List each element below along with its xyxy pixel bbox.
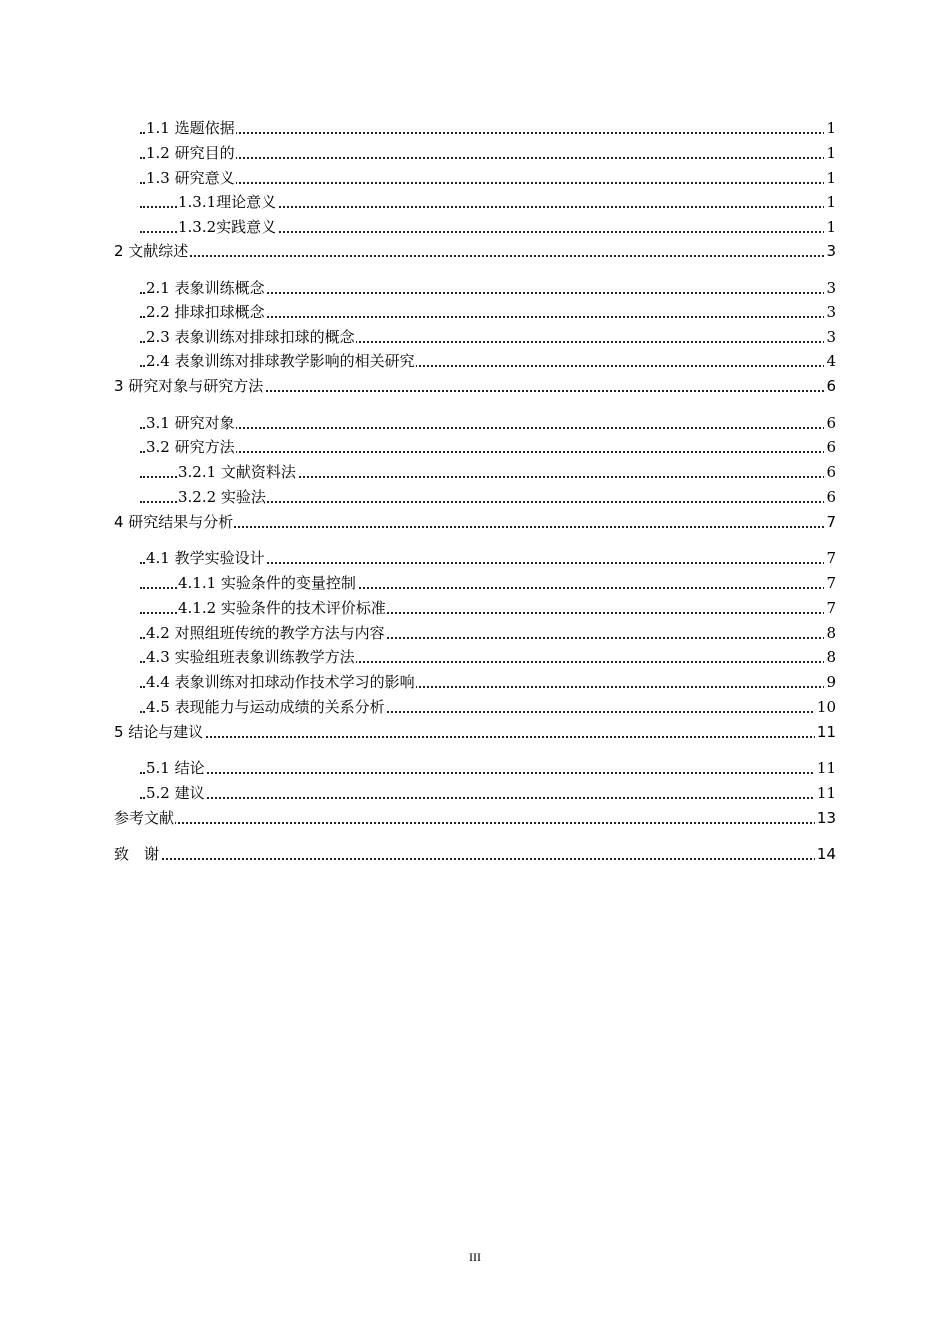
toc-entry-label: 4.1.2 实验条件的技术评价标准	[178, 599, 386, 617]
toc-entry-label: 3.2.2 实验法	[178, 488, 266, 506]
toc-entry-page: 6	[826, 438, 836, 456]
toc-entry-1-3-2[interactable]	[0, 216, 950, 238]
toc-entry-label: 2.4 表象训练对排球教学影响的相关研究	[146, 352, 415, 370]
toc-entry-label: 致 谢	[114, 845, 160, 863]
dot-leader	[140, 157, 832, 159]
toc-entry-page: 3	[826, 303, 836, 321]
toc-entry-1-1[interactable]	[0, 117, 950, 139]
toc-entry-references[interactable]	[0, 807, 950, 829]
toc-entry-page: 11	[816, 723, 836, 741]
toc-entry-page: 1	[826, 119, 836, 137]
toc-entry-3-2-2[interactable]	[0, 486, 950, 508]
dot-leader	[140, 427, 832, 429]
dot-leader	[140, 182, 832, 184]
toc-entry-page: 6	[826, 463, 836, 481]
toc-entry-page: 9	[826, 673, 836, 691]
dot-leader	[140, 772, 832, 774]
toc-entry-label: 5 结论与建议	[114, 723, 204, 741]
toc-entry-label: 3 研究对象与研究方法	[114, 377, 264, 395]
toc-entry-4-1-1[interactable]	[0, 572, 950, 594]
toc-entry-5-1[interactable]	[0, 757, 950, 779]
toc-entry-label: 1.2 研究目的	[146, 144, 235, 162]
toc-entry-label: 2.2 排球扣球概念	[146, 303, 265, 321]
toc-entry-page: 1	[826, 144, 836, 162]
toc-entry-page: 3	[826, 328, 836, 346]
toc-entry-page: 7	[826, 574, 836, 592]
toc-entry-page: 8	[826, 648, 836, 666]
toc-entry-4-1-2[interactable]	[0, 597, 950, 619]
toc-entry-3-2[interactable]	[0, 436, 950, 458]
dot-leader	[118, 858, 832, 860]
toc-entry-page: 10	[816, 698, 836, 716]
toc-entry-label: 4 研究结果与分析	[114, 513, 234, 531]
toc-entry-page: 4	[826, 352, 836, 370]
toc-entry-page: 11	[816, 759, 836, 777]
toc-entry-5-2[interactable]	[0, 782, 950, 804]
toc-entry-1-2[interactable]	[0, 142, 950, 164]
toc-entry-label: 4.5 表现能力与运动成绩的关系分析	[146, 698, 385, 716]
toc-entry-page: 8	[826, 624, 836, 642]
toc-entry-3-1[interactable]	[0, 412, 950, 434]
toc-entry-page: 7	[826, 549, 836, 567]
toc-entry-4-2[interactable]	[0, 622, 950, 644]
toc-entry-2-2[interactable]	[0, 301, 950, 323]
dot-leader	[140, 797, 832, 799]
toc-entry-4-1[interactable]	[0, 547, 950, 569]
toc-entry-label: 4.4 表象训练对扣球动作技术学习的影响	[146, 673, 415, 691]
toc-entry-label: 2.1 表象训练概念	[146, 279, 265, 297]
toc-entry-2-1[interactable]	[0, 277, 950, 299]
toc-entry-label: 2.3 表象训练对排球扣球的概念	[146, 328, 355, 346]
toc-entry-label: 1.3 研究意义	[146, 169, 235, 187]
toc-entry-page: 3	[826, 242, 836, 260]
toc-entry-page: 6	[826, 414, 836, 432]
toc-entry-page: 6	[826, 488, 836, 506]
toc-entry-page: 6	[826, 377, 836, 395]
toc-entry-1-3[interactable]	[0, 167, 950, 189]
toc-entry-2[interactable]	[0, 240, 950, 262]
toc-entry-page: 1	[826, 193, 836, 211]
dot-leader	[118, 822, 832, 824]
dot-leader	[118, 255, 832, 257]
toc-entry-label: 4.1 教学实验设计	[146, 549, 265, 567]
toc-entry-page: 13	[816, 809, 836, 827]
toc-entry-5[interactable]	[0, 721, 950, 743]
page-number: III	[469, 1250, 481, 1264]
toc-entry-page: 3	[826, 279, 836, 297]
toc-entry-page: 1	[826, 169, 836, 187]
toc-entry-2-4[interactable]	[0, 350, 950, 372]
toc-entry-label: 1.3.2实践意义	[178, 218, 277, 236]
toc-entry-page: 1	[826, 218, 836, 236]
toc-entry-4-5[interactable]	[0, 696, 950, 718]
toc-entry-label: 1.3.1理论意义	[178, 193, 277, 211]
toc-entry-page: 14	[816, 845, 836, 863]
toc-entry-4[interactable]	[0, 511, 950, 533]
toc-entry-label: 5.2 建议	[146, 784, 205, 802]
toc-entry-3[interactable]	[0, 375, 950, 397]
toc-entry-label: 2 文献综述	[114, 242, 189, 260]
toc-entry-label: 5.1 结论	[146, 759, 205, 777]
toc-entry-page: 7	[826, 513, 836, 531]
toc-entry-page: 11	[816, 784, 836, 802]
toc-entry-4-4[interactable]	[0, 671, 950, 693]
toc-entry-acknowledgements[interactable]	[0, 843, 950, 865]
toc-entry-3-2-1[interactable]	[0, 461, 950, 483]
toc-entry-label: 3.2 研究方法	[146, 438, 235, 456]
toc-entry-2-3[interactable]	[0, 326, 950, 348]
toc-entry-1-3-1[interactable]	[0, 191, 950, 213]
toc-entry-label: 4.2 对照组班传统的教学方法与内容	[146, 624, 385, 642]
toc-entry-label: 4.3 实验组班表象训练教学方法	[146, 648, 355, 666]
dot-leader	[140, 132, 832, 134]
dot-leader	[140, 451, 832, 453]
toc-entry-label: 3.2.1 文献资料法	[178, 463, 296, 481]
toc-entry-label: 1.1 选题依据	[146, 119, 235, 137]
dot-leader	[118, 736, 832, 738]
toc-entry-label: 3.1 研究对象	[146, 414, 235, 432]
toc-entry-label: 参考文献	[114, 809, 175, 827]
toc-entry-label: 4.1.1 实验条件的变量控制	[178, 574, 356, 592]
toc-entry-page: 7	[826, 599, 836, 617]
toc-entry-4-3[interactable]	[0, 646, 950, 668]
